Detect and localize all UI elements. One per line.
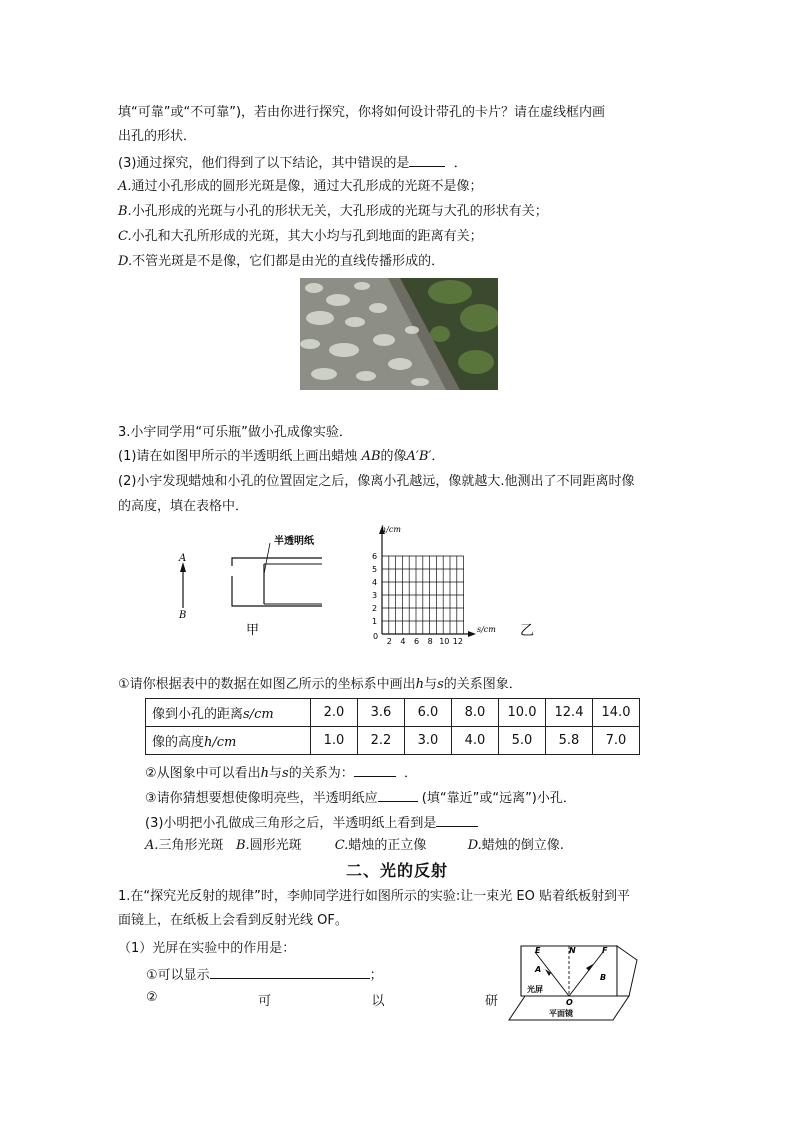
choice-letter: C. <box>334 838 349 853</box>
a2-char: 可 <box>258 994 272 1009</box>
choice-text: 蜡烛的倒立像. <box>481 838 564 853</box>
x-tick-label: 10 <box>439 637 450 646</box>
table-cell: 5.8 <box>546 727 593 755</box>
label-e: E <box>535 946 541 955</box>
y-tick-label: 5 <box>372 565 378 574</box>
table-cell: 6.0 <box>405 699 452 727</box>
choice-letter: D. <box>467 838 482 853</box>
origin-label: 0 <box>373 632 379 641</box>
table-cell: 2.0 <box>311 699 358 727</box>
row-header <box>146 727 311 755</box>
row-unit: s/cm <box>243 707 274 722</box>
p1-text: (1)请在如图甲所示的半透明纸上画出蜡烛 <box>118 449 362 464</box>
q3-option-b <box>118 203 548 221</box>
q3-option-d <box>118 253 444 271</box>
intro-line-1: 填“可靠”或“不可靠”)，若由你进行探究，你将如何设计带孔的卡片？请在虚线框内画 <box>118 105 606 120</box>
answer-blank[interactable] <box>409 153 445 167</box>
p1-ab-prime: A′B′ <box>406 449 432 464</box>
x-tick-label: 6 <box>414 637 420 646</box>
row-unit: h/cm <box>204 735 237 750</box>
table-cell: 12.4 <box>546 699 593 727</box>
choice-row <box>145 837 564 855</box>
choice-letter: B. <box>235 838 250 853</box>
sub1-text-c: 的关系图象． <box>443 677 522 692</box>
table-cell: 8.0 <box>452 699 499 727</box>
q3-option-a <box>118 178 483 196</box>
a2-char: 以 <box>371 994 385 1009</box>
x-tick-labels <box>387 637 463 646</box>
y-axis-label: h/cm <box>381 525 401 534</box>
sub3-text-b: (填“靠近”或“远离”)小孔． <box>421 791 576 806</box>
table-cell: 4.0 <box>452 727 499 755</box>
problem3-title: 3.小宇同学用“可乐瓶”做小孔成像实验． <box>118 425 352 440</box>
choice-text: 三角形光斑 <box>158 838 224 853</box>
y-tick-label: 1 <box>372 617 378 626</box>
section-heading: 二、光的反射 <box>345 861 448 880</box>
q3-stem-end: ． <box>453 156 467 171</box>
problem3-part2-line2: 的高度，填在表格中． <box>118 499 249 514</box>
screen-label: 光屏 <box>527 985 543 994</box>
var-s: s <box>282 766 289 781</box>
x-tick-label: 12 <box>452 637 463 646</box>
x-tick-label: 8 <box>427 637 433 646</box>
sub2-text-a: ②从图象中可以看出 <box>145 766 261 781</box>
choice-text: 圆形光斑 <box>249 838 302 853</box>
table-cell: 5.0 <box>499 727 546 755</box>
q3-option-c <box>118 228 483 246</box>
x-axis-label: s/cm <box>477 625 496 634</box>
sub2-end: ． <box>404 766 418 781</box>
p1-mid: 的像 <box>380 449 407 464</box>
table-cell: 1.0 <box>311 727 358 755</box>
label-n: N <box>569 946 576 955</box>
answer-blank[interactable] <box>378 788 418 802</box>
reflect-a2 <box>146 990 498 1009</box>
a1-end: ； <box>369 968 383 983</box>
y-tick-label: 3 <box>372 591 378 600</box>
a2-number: ② <box>146 990 158 1005</box>
q3-stem <box>118 153 467 173</box>
sub2-text-b: 与 <box>269 766 283 781</box>
option-letter: A. <box>118 179 132 194</box>
problem3-part2-line1: (2)小宇发现蜡烛和小孔的位置固定之后，像离小孔越远，像就越大.他测出了不同距离时像 <box>118 474 635 489</box>
choice-letter: A. <box>145 838 159 853</box>
x-tick-label: 4 <box>400 637 406 646</box>
var-s: s <box>437 677 444 692</box>
table-cell: 3.0 <box>405 727 452 755</box>
var-h: h <box>260 766 270 781</box>
sub3 <box>145 788 576 808</box>
q3-stem-text: (3)通过探究，他们得到了以下结论，其中错误的是 <box>118 156 410 171</box>
label-o: O <box>566 998 573 1007</box>
sub4 <box>145 813 478 833</box>
y-tick-label: 4 <box>372 578 378 587</box>
sub4-text: (3)小明把小孔做成三角形之后，半透明纸上看到是 <box>145 816 437 831</box>
label-a: A <box>179 553 187 564</box>
option-letter: C. <box>118 229 132 244</box>
sub1-text-b: 与 <box>424 677 438 692</box>
label-b: B <box>600 973 607 982</box>
data-table <box>145 698 640 755</box>
y-tick-label: 6 <box>372 552 378 561</box>
label-b: B <box>179 610 187 621</box>
sub1 <box>118 676 522 694</box>
sub3-text-a: ③请你猜想要想使像明亮些，半透明纸应 <box>145 791 378 806</box>
option-text: 不管光斑是不是像，它们都是由光的直线传播形成的． <box>132 254 445 269</box>
problem3-part1 <box>118 448 444 466</box>
reflect-a1 <box>146 965 383 985</box>
row-header <box>146 699 311 727</box>
option-text: 通过小孔形成的圆形光斑是像，通过大孔形成的光斑不是像； <box>131 179 483 194</box>
answer-blank[interactable] <box>354 763 396 777</box>
x-tick-label: 2 <box>386 637 392 646</box>
a1-text: ①可以显示 <box>146 968 210 983</box>
reflect-line-1: 1.在“探究光反射的规律”时，李帅同学进行如图所示的实验:让一束光 EO 贴着纸板射到平 <box>118 889 630 904</box>
table-row <box>146 699 640 727</box>
table-cell: 14.0 <box>593 699 640 727</box>
p1-end: ． <box>431 449 445 464</box>
y-tick-label: 2 <box>372 604 378 613</box>
row-label: 像到小孔的距离 <box>152 707 244 722</box>
answer-blank[interactable] <box>210 965 370 979</box>
var-h: h <box>415 677 425 692</box>
figure-jia <box>170 528 340 640</box>
y-tick-labels <box>372 552 377 626</box>
sub2 <box>145 763 417 783</box>
p1-ab: AB <box>361 449 381 464</box>
light-spots-photo <box>300 278 498 390</box>
sub2-text-c: 的关系为： <box>288 766 354 781</box>
answer-blank[interactable] <box>436 813 478 827</box>
option-letter: D. <box>118 254 133 269</box>
light-spots-photo-svg <box>300 278 498 390</box>
table-cell: 10.0 <box>499 699 546 727</box>
table-cell: 7.0 <box>593 727 640 755</box>
paper-label: 半透明纸 <box>274 536 314 547</box>
reflect-line-2: 面镜上，在纸板上会看到反射光线 OF。 <box>118 913 348 928</box>
table-cell: 3.6 <box>358 699 405 727</box>
table-cell: 2.2 <box>358 727 405 755</box>
choice-text: 蜡烛的正立像 <box>348 838 427 853</box>
reflect-q1: （1）光屏在实验中的作用是： <box>118 941 296 956</box>
figure-jia-caption: 甲 <box>246 623 260 638</box>
option-text: 小孔形成的光斑与小孔的形状无关，大孔形成的光斑与大孔的形状有关； <box>131 204 548 219</box>
table-row <box>146 727 640 755</box>
a2-char: 研 <box>484 994 498 1009</box>
circle-number: ① <box>118 677 130 692</box>
figure-yi-caption: 乙 <box>520 623 534 639</box>
label-a: A <box>535 965 542 974</box>
option-letter: B. <box>118 204 132 219</box>
intro-line-2: 出孔的形状． <box>118 129 197 144</box>
option-text: 小孔和大孔所形成的光斑，其大小均与孔到地面的距离有关； <box>131 229 483 244</box>
label-f: F <box>602 946 608 955</box>
row-label: 像的高度 <box>152 735 205 750</box>
grid-lines <box>382 556 464 634</box>
reflection-figure <box>505 938 645 1024</box>
sub1-text-a: 请你根据表中的数据在如图乙所示的坐标系中画出 <box>129 677 416 692</box>
mirror-label: 平面镜 <box>549 1009 573 1018</box>
